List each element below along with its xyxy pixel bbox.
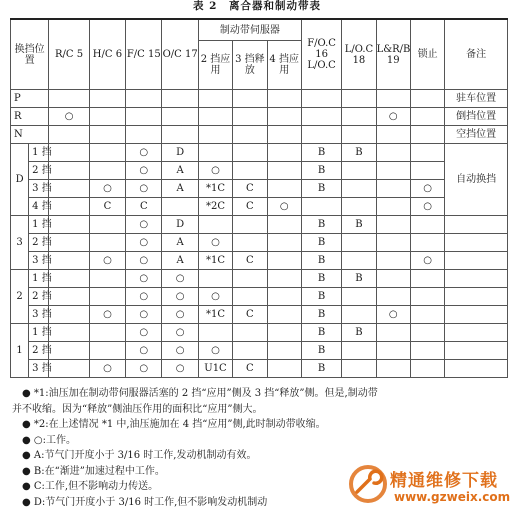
table-cell [376, 216, 410, 234]
table-cell [376, 252, 410, 270]
table-cell: ○ [49, 108, 89, 126]
gear-sub-label: 2 挡 [29, 162, 49, 180]
table-cell [162, 126, 198, 144]
header-lock: 锁止 [410, 19, 444, 90]
watermark-url: www.gzweix.com [394, 490, 511, 504]
table-cell [376, 360, 410, 378]
table-cell: ○ [126, 306, 162, 324]
table-cell [49, 288, 89, 306]
table-cell [233, 126, 267, 144]
table-cell [267, 342, 301, 360]
table-cell [342, 360, 376, 378]
table-cell [267, 126, 301, 144]
table-cell [198, 216, 232, 234]
table-cell: ○ [126, 342, 162, 360]
table-cell [410, 288, 444, 306]
gear-label: N [11, 126, 49, 144]
table-cell [89, 162, 125, 180]
table-cell [198, 108, 232, 126]
table-cell: B [301, 216, 341, 234]
table-cell [267, 252, 301, 270]
table-cell [342, 234, 376, 252]
table-cell [267, 288, 301, 306]
table-cell [89, 288, 125, 306]
table-cell [342, 90, 376, 108]
table-cell: ○ [198, 162, 232, 180]
header-gear-position: 换挡位置 [11, 19, 49, 90]
gear-sub-label: 1 挡 [29, 324, 49, 342]
gear-group-label: D [11, 144, 29, 216]
table-cell [233, 270, 267, 288]
table-cell [49, 126, 89, 144]
table-cell [301, 126, 341, 144]
remark-cell: 空挡位置 [445, 126, 508, 144]
table-cell: B [342, 144, 376, 162]
table-cell: ○ [162, 288, 198, 306]
table-row [11, 126, 508, 144]
table-cell [301, 108, 341, 126]
table-cell [410, 306, 444, 324]
header-foc: F/O.C 16 L/O.C [301, 19, 341, 90]
header-servo-2: 2 挡应用 [198, 41, 232, 90]
table-cell: A [162, 180, 198, 198]
table-cell [162, 108, 198, 126]
table-cell: ○ [198, 288, 232, 306]
table-cell: ○ [162, 342, 198, 360]
note-a: ● A:节气门开度小于 3/16 时工作,发动机制动有效。 [22, 450, 257, 461]
remark-cell: 倒挡位置 [445, 108, 508, 126]
table-body [11, 90, 508, 378]
table-cell [233, 324, 267, 342]
remark-cell [445, 360, 508, 378]
table-cell [267, 234, 301, 252]
table-cell: ○ [89, 252, 125, 270]
table-cell [126, 108, 162, 126]
table-cell [49, 252, 89, 270]
table-cell [49, 144, 89, 162]
table-row [11, 216, 508, 234]
table-cell [162, 90, 198, 108]
table-cell: ○ [162, 360, 198, 378]
remark-cell [445, 306, 508, 324]
table-cell [410, 270, 444, 288]
table-cell [376, 288, 410, 306]
table-cell: ○ [267, 198, 301, 216]
table-cell: B [301, 360, 341, 378]
table-cell [233, 234, 267, 252]
table-cell: B [301, 270, 341, 288]
table-cell [267, 90, 301, 108]
table-cell [89, 126, 125, 144]
gear-label: R [11, 108, 49, 126]
remark-cell: 驻车位置 [445, 90, 508, 108]
gear-group-label: 3 [11, 216, 29, 270]
table-cell [410, 360, 444, 378]
header-servo-3: 3 挡释放 [233, 41, 267, 90]
remark-cell [445, 270, 508, 288]
table-cell: B [301, 180, 341, 198]
note-d: ● D:节气门开度小于 3/16 时工作,但不影响发动机制动 [22, 496, 268, 508]
note-b: ● B:在“渐进”加速过程中工作。 [22, 465, 165, 477]
header-servo-4: 4 挡应用 [267, 41, 301, 90]
table-cell [410, 324, 444, 342]
table-cell [126, 126, 162, 144]
table-cell [376, 126, 410, 144]
table-cell [198, 270, 232, 288]
table-cell [89, 144, 125, 162]
table-cell: ○ [89, 180, 125, 198]
table-cell [267, 162, 301, 180]
table-cell: B [342, 270, 376, 288]
table-cell: ○ [126, 180, 162, 198]
table-cell: *2C [198, 198, 232, 216]
table-title: 表 2 离合器和制动带表 [193, 0, 321, 12]
table-cell [49, 324, 89, 342]
table-cell: ○ [198, 342, 232, 360]
table-cell: C [233, 306, 267, 324]
table-cell [49, 360, 89, 378]
table-cell [342, 162, 376, 180]
table-cell [376, 198, 410, 216]
table-cell: B [301, 252, 341, 270]
header-brake-servo: 制动带伺服器 [198, 19, 301, 41]
table-cell [376, 144, 410, 162]
table-cell: D [162, 216, 198, 234]
table-cell: U1C [198, 360, 232, 378]
table-cell: ○ [162, 324, 198, 342]
table-row [11, 108, 508, 126]
table-cell: B [301, 342, 341, 360]
gear-sub-label: 2 挡 [29, 288, 49, 306]
table-row [11, 288, 508, 306]
table-cell: ○ [198, 234, 232, 252]
table-cell [376, 180, 410, 198]
note-c: ● C:工作,但不影响动力传送。 [22, 481, 159, 492]
remark-cell [445, 288, 508, 306]
table-cell [376, 90, 410, 108]
table-cell: C [233, 180, 267, 198]
table-cell: ○ [89, 306, 125, 324]
table-cell [410, 234, 444, 252]
table-cell: C [89, 198, 125, 216]
table-cell: ○ [126, 144, 162, 162]
table-cell: C [233, 198, 267, 216]
table-cell [410, 144, 444, 162]
header-loc: L/O.C 18 [342, 19, 376, 90]
table-cell [89, 108, 125, 126]
header-lrb: L&R/B 19 [376, 19, 410, 90]
table-cell: ○ [376, 306, 410, 324]
table-row [11, 162, 508, 180]
table-cell [267, 324, 301, 342]
table-row [11, 144, 508, 162]
table-row [11, 180, 508, 198]
table-cell [267, 144, 301, 162]
watermark-text: 精通维修下载 [390, 471, 498, 491]
table-cell [342, 108, 376, 126]
table-cell [89, 216, 125, 234]
gear-label: P [11, 90, 49, 108]
header-rc: R/C 5 [49, 19, 89, 90]
table-cell [376, 162, 410, 180]
table-cell: ○ [376, 108, 410, 126]
table-cell [198, 324, 232, 342]
remark-cell [445, 252, 508, 270]
table-cell: B [301, 162, 341, 180]
table-cell [233, 342, 267, 360]
table-cell: ○ [126, 216, 162, 234]
table-cell: ○ [410, 180, 444, 198]
table-cell: D [162, 144, 198, 162]
table-cell [49, 306, 89, 324]
table-cell [267, 216, 301, 234]
table-row [11, 360, 508, 378]
table-row [11, 252, 508, 270]
gear-sub-label: 4 挡 [29, 198, 49, 216]
table-cell: ○ [410, 252, 444, 270]
table-cell [267, 180, 301, 198]
gear-sub-label: 3 挡 [29, 360, 49, 378]
table-cell: ○ [126, 270, 162, 288]
table-cell: ○ [126, 324, 162, 342]
gear-sub-label: 2 挡 [29, 342, 49, 360]
gear-sub-label: 1 挡 [29, 216, 49, 234]
table-cell [376, 342, 410, 360]
table-cell [49, 342, 89, 360]
table-cell [342, 252, 376, 270]
table-cell [89, 324, 125, 342]
table-cell [410, 162, 444, 180]
table-cell [342, 198, 376, 216]
note-2: ● *2:在上述情况 *1 中,油压施加在 4 挡“应用”侧,此时制动带收缩。 [22, 419, 326, 430]
table-row [11, 90, 508, 108]
table-cell [376, 234, 410, 252]
gear-sub-label: 1 挡 [29, 270, 49, 288]
remark-cell [445, 324, 508, 342]
table-cell [89, 234, 125, 252]
gear-sub-label: 3 挡 [29, 252, 49, 270]
remark-cell [445, 216, 508, 234]
table-cell [342, 288, 376, 306]
gear-group-label: 1 [11, 324, 29, 378]
table-cell: ○ [410, 198, 444, 216]
table-cell: C [126, 198, 162, 216]
table-cell: B [301, 288, 341, 306]
table-cell [49, 216, 89, 234]
table-cell: ○ [126, 252, 162, 270]
gear-sub-label: 3 挡 [29, 180, 49, 198]
table-cell [126, 90, 162, 108]
table-cell [49, 234, 89, 252]
table-cell: *1C [198, 252, 232, 270]
table-cell [342, 180, 376, 198]
gear-sub-label: 2 挡 [29, 234, 49, 252]
table-row [11, 198, 508, 216]
table-cell: ○ [126, 360, 162, 378]
table-cell: ○ [126, 234, 162, 252]
table-cell [89, 270, 125, 288]
table-cell: *1C [198, 180, 232, 198]
table-row [11, 270, 508, 288]
note-circle: ● ○:工作。 [22, 434, 76, 446]
table-cell: B [301, 306, 341, 324]
table-cell [301, 90, 341, 108]
gear-sub-label: 3 挡 [29, 306, 49, 324]
table-cell [89, 342, 125, 360]
header-fc: F/C 15 [126, 19, 162, 90]
table-cell: C [233, 360, 267, 378]
remark-cell [445, 234, 508, 252]
table-cell [376, 324, 410, 342]
table-cell [49, 180, 89, 198]
table-cell [410, 90, 444, 108]
table-cell: ○ [126, 162, 162, 180]
table-row [11, 324, 508, 342]
table-cell [198, 126, 232, 144]
table-cell: ○ [126, 288, 162, 306]
table-cell [49, 90, 89, 108]
table-cell [267, 306, 301, 324]
gear-sub-label: 1 挡 [29, 144, 49, 162]
header-remark: 备注 [445, 19, 508, 90]
table-cell [342, 306, 376, 324]
table-row [11, 306, 508, 324]
table-row [11, 342, 508, 360]
table-cell [267, 360, 301, 378]
table-cell: B [301, 234, 341, 252]
table-cell [233, 144, 267, 162]
note-1-cont: 并不收缩。因为“释放”侧油压作用的面积比“应用”侧大。 [12, 403, 263, 415]
table-cell [376, 270, 410, 288]
table-cell: B [301, 144, 341, 162]
table-cell [267, 270, 301, 288]
table-cell [410, 216, 444, 234]
table-cell: *1C [198, 306, 232, 324]
table-cell [49, 198, 89, 216]
table-cell [233, 216, 267, 234]
table-cell [233, 108, 267, 126]
table-cell: A [162, 162, 198, 180]
table-cell [342, 126, 376, 144]
table-cell [410, 342, 444, 360]
table-cell [49, 270, 89, 288]
header-hc: H/C 6 [89, 19, 125, 90]
table-cell [301, 198, 341, 216]
table-cell: ○ [162, 270, 198, 288]
table-row [11, 234, 508, 252]
table-cell: C [233, 252, 267, 270]
table-cell: B [342, 324, 376, 342]
watermark [348, 462, 510, 510]
header-oc: O/C 17 [162, 19, 198, 90]
remark-cell [445, 342, 508, 360]
table-cell: ○ [89, 360, 125, 378]
table-cell [89, 90, 125, 108]
table-cell [410, 108, 444, 126]
table-cell [267, 108, 301, 126]
table-cell: A [162, 252, 198, 270]
table-cell [410, 126, 444, 144]
clutch-brake-table [10, 18, 508, 378]
table-cell: A [162, 234, 198, 252]
table-cell [342, 342, 376, 360]
table-cell [233, 162, 267, 180]
table-cell [233, 90, 267, 108]
wrench-logo-icon [348, 464, 388, 504]
note-1: ● *1:油压加在制动带伺服器活塞的 2 挡“应用”侧及 3 挡“释放”侧。但是,制动带 [22, 388, 378, 399]
table-cell: ○ [162, 306, 198, 324]
table-cell: B [342, 216, 376, 234]
table-cell [233, 288, 267, 306]
remark-auto-shift: 自动换挡 [445, 144, 508, 216]
table-cell [198, 144, 232, 162]
table-cell [162, 198, 198, 216]
table-cell [49, 162, 89, 180]
gear-group-label: 2 [11, 270, 29, 324]
table-cell [198, 90, 232, 108]
table-cell: B [301, 324, 341, 342]
